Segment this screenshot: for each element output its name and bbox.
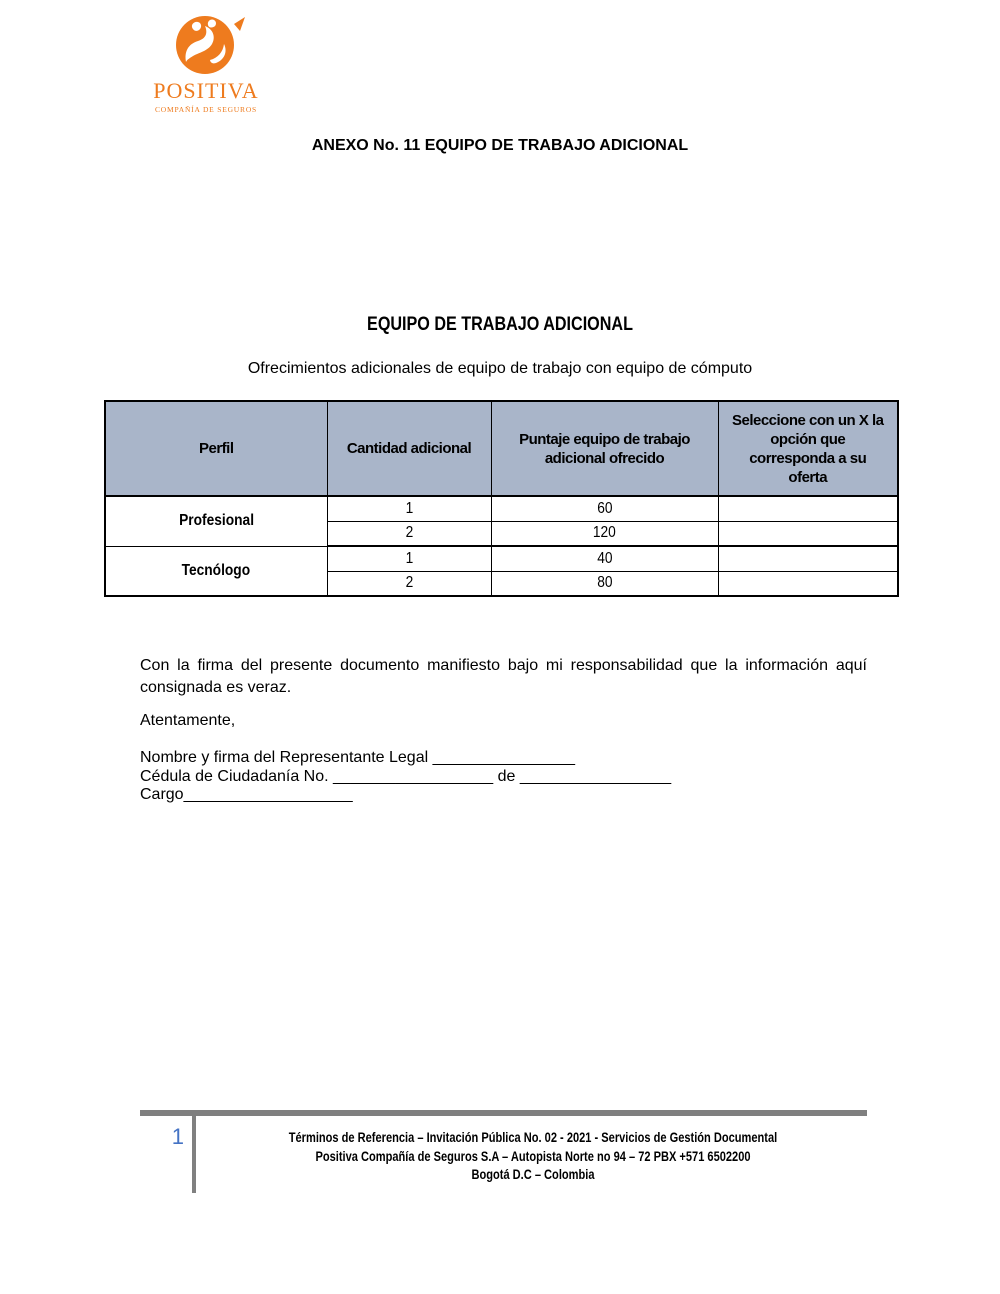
cantidad-cell: [327, 521, 491, 546]
puntaje-cell: [491, 496, 718, 521]
perfil-label: Tecnólogo: [181, 561, 251, 579]
positiva-logo: [148, 14, 264, 114]
cantidad-cell: [327, 546, 491, 571]
logo-tagline: COMPAÑÍA DE SEGUROS: [154, 105, 258, 114]
positiva-logo-icon: [150, 14, 262, 76]
selection-cell[interactable]: [718, 571, 898, 596]
puntaje-cell: [491, 571, 718, 596]
footer-line-city: Bogotá D.C – Colombia: [471, 1167, 595, 1182]
logo-wordmark: POSITIVA: [153, 78, 259, 103]
cantidad-value: 2: [405, 524, 413, 542]
selection-cell[interactable]: [718, 546, 898, 571]
header-cell-perfil: Perfil: [105, 401, 327, 496]
cantidad-cell: [327, 496, 491, 521]
selection-cell[interactable]: [718, 521, 898, 546]
header-cell-puntaje: Puntaje equipo de trabajo adicional ofrecido: [491, 401, 718, 496]
document-subtitle: EQUIPO DE TRABAJO ADICIONAL: [367, 314, 633, 335]
declaration-text: Con la firma del presente documento manifiesto bajo mi responsabilidad que la información aquí consignada es veraz.: [140, 657, 867, 696]
footer-line-address: Positiva Compañía de Seguros S.A – Autopista Norte no 94 – 72 PBX +571 6502200: [315, 1148, 751, 1164]
page-number: 1: [171, 1124, 184, 1149]
intro-text: Ofrecimientos adicionales de equipo de trabajo con equipo de cómputo: [247, 360, 753, 377]
signature-block: [140, 749, 671, 805]
perfil-label: Profesional: [178, 512, 254, 530]
selection-cell[interactable]: [718, 496, 898, 521]
salutation-text: Atentamente,: [140, 712, 236, 729]
footer-divider-bar: [140, 1110, 867, 1116]
signature-line-cedula: Cédula de Ciudadanía No. __________________ de _________________: [140, 767, 672, 785]
puntaje-value: 60: [596, 499, 613, 517]
cantidad-value: 1: [405, 499, 413, 517]
signature-line-cargo: Cargo___________________: [140, 786, 353, 803]
puntaje-cell: [491, 521, 718, 546]
footer-vertical-divider: [192, 1116, 196, 1193]
puntaje-value: 80: [596, 574, 613, 592]
table-row: [105, 496, 898, 521]
signature-line-name: Nombre y firma del Representante Legal ________________: [140, 749, 575, 766]
perfil-cell: [105, 496, 327, 546]
puntaje-value: 120: [593, 524, 616, 542]
header-cell-seleccione: Seleccione con un X la opción que corresponda a su oferta: [718, 401, 898, 496]
header-cell-cantidad: Cantidad adicional: [327, 401, 491, 496]
cantidad-value: 2: [405, 574, 413, 592]
footer-text-block: [200, 1129, 866, 1185]
puntaje-cell: [491, 546, 718, 571]
puntaje-value: 40: [596, 549, 613, 567]
offer-table: [104, 400, 899, 597]
page-title: ANEXO No. 11 EQUIPO DE TRABAJO ADICIONAL: [311, 137, 689, 154]
footer-line-reference: Términos de Referencia – Invitación Pública No. 02 - 2021 - Servicios de Gestión Documental: [288, 1130, 778, 1145]
perfil-cell: [105, 546, 327, 596]
cantidad-cell: [327, 571, 491, 596]
table-row: [105, 546, 898, 571]
cantidad-value: 1: [405, 549, 413, 567]
table-header-row: [105, 401, 898, 496]
